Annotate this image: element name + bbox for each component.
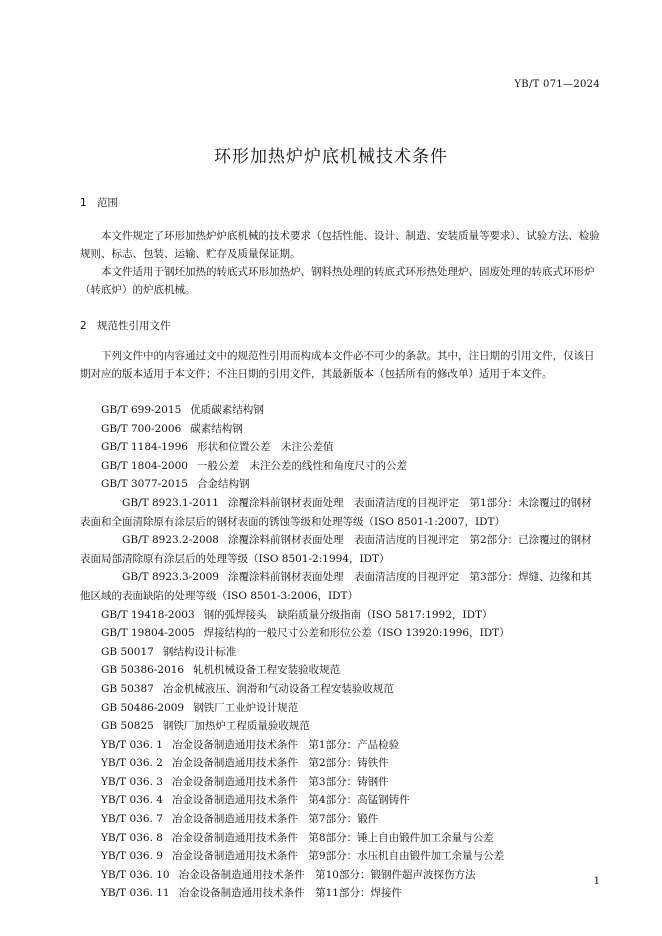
page-number: 1 bbox=[593, 876, 600, 887]
reference-code: YB/T 036. 7 bbox=[101, 813, 163, 826]
reference-title: 一般公差 未注公差的线性和角度尺寸的公差 bbox=[196, 459, 407, 472]
reference-code: YB/T 036. 2 bbox=[101, 757, 163, 770]
document-title: 环形加热炉炉底机械技术条件 bbox=[214, 147, 448, 167]
reference-title: 涂覆涂料前钢材表面处理 表面清洁度的目视评定 第3部分：焊缝、边缘和其他区域的表面缺陷的处理等级（ISO 8501-3:2006，IDT） bbox=[80, 571, 592, 602]
reference-title: 冶金设备制造通用技术条件 第7部分：锻件 bbox=[171, 813, 379, 826]
reference-title: 冶金设备制造通用技术条件 第11部分：焊接件 bbox=[178, 887, 402, 900]
reference-item bbox=[80, 494, 600, 531]
reference-item bbox=[80, 475, 600, 494]
reference-code: YB/T 036. 9 bbox=[101, 850, 163, 863]
scope-paragraph-2: 本文件适用于钢坯加热的转底式环形加热炉、钢料热处理的转底式环形热处理炉、固废处理的转底式环形炉（转底炉）的炉底机械。 bbox=[80, 266, 595, 296]
reference-item bbox=[80, 847, 600, 866]
reference-title: 冶金设备制造通用技术条件 第1部分：产品检验 bbox=[171, 738, 400, 751]
reference-item bbox=[80, 661, 600, 680]
reference-item bbox=[80, 401, 600, 420]
reference-title: 钢的弧焊接头 缺陷质量分级指南（ISO 5817:1992，IDT） bbox=[203, 608, 493, 621]
reference-code: GB/T 8923.2-2008 bbox=[122, 534, 219, 547]
reference-code: GB 50387 bbox=[101, 682, 154, 695]
reference-title: 形状和位置公差 未注公差值 bbox=[196, 441, 334, 454]
reference-title: 冶金设备制造通用技术条件 第3部分：铸钢件 bbox=[171, 775, 389, 788]
reference-code: YB/T 036. 11 bbox=[101, 887, 170, 900]
reference-code: YB/T 036. 8 bbox=[101, 831, 163, 844]
reference-code: YB/T 036. 1 bbox=[101, 738, 163, 751]
reference-item bbox=[80, 717, 600, 736]
reference-item bbox=[80, 624, 600, 643]
reference-item bbox=[80, 438, 600, 457]
standard-code: YB/T 071—2024 bbox=[514, 79, 600, 90]
reference-item bbox=[80, 866, 600, 885]
reference-code: GB 50486-2009 bbox=[101, 701, 185, 714]
reference-title: 碳素结构钢 bbox=[190, 422, 243, 435]
reference-item bbox=[80, 754, 600, 773]
reference-code: GB/T 1804-2000 bbox=[101, 459, 188, 472]
reference-title: 钢铁厂工业炉设计规范 bbox=[193, 701, 299, 714]
reference-item bbox=[80, 810, 600, 829]
reference-code: YB/T 036. 3 bbox=[101, 775, 163, 788]
section-1-heading bbox=[80, 195, 118, 210]
reference-title: 冶金设备制造通用技术条件 第10部分：锻钢件超声波探伤方法 bbox=[178, 868, 476, 881]
reference-code: GB 50017 bbox=[101, 645, 154, 658]
reference-item bbox=[80, 606, 600, 625]
reference-title: 优质碳素结构钢 bbox=[190, 404, 264, 416]
reference-title: 冶金机械液压、润滑和气动设备工程安装验收规范 bbox=[162, 682, 394, 695]
reference-title: 冶金设备制造通用技术条件 第8部分：锤上自由锻件加工余量与公差 bbox=[171, 831, 494, 844]
reference-title: 合金结构钢 bbox=[196, 478, 250, 491]
reference-title: 焊接结构的一般尺寸公差和形位公差（ISO 13920:1996，IDT） bbox=[203, 627, 510, 640]
normative-intro-paragraph: 下列文件中的内容通过文中的规范性引用而构成本文件必不可少的条款。其中，注日期的引用文件，仅该日期对应的版本适用于本文件；不注日期的引用文件，其最新版本（包括所有的修改单）适用于本文件。 bbox=[80, 350, 595, 380]
section-number: 1 bbox=[80, 197, 87, 209]
reference-item bbox=[80, 420, 600, 439]
reference-title: 轧机机械设备工程安装验收规范 bbox=[193, 664, 341, 677]
reference-item bbox=[80, 699, 600, 718]
reference-item bbox=[80, 643, 600, 662]
reference-title: 钢结构设计标准 bbox=[162, 645, 237, 658]
reference-title: 冶金设备制造通用技术条件 第9部分：水压机自由锻件加工余量与公差 bbox=[171, 850, 505, 863]
reference-item bbox=[80, 736, 600, 755]
scope-paragraph-1: 本文件规定了环形加热炉炉底机械的技术要求（包括性能、设计、制造、安装质量等要求）、试验方法、检验规则、标志、包装、运输、贮存及质量保证期。 bbox=[80, 230, 600, 260]
reference-title: 涂覆涂料前钢材表面处理 表面清洁度的目视评定 第2部分：已涂覆过的钢材表面局部清除原有涂层后的处理等级（ISO 8501-2:1994，IDT） bbox=[80, 534, 592, 565]
section-number: 2 bbox=[80, 320, 87, 332]
reference-title: 冶金设备制造通用技术条件 第4部分：高锰钢铸件 bbox=[171, 794, 410, 807]
reference-item bbox=[80, 791, 600, 810]
reference-item bbox=[80, 829, 600, 848]
reference-code: GB/T 8923.1-2011 bbox=[122, 496, 219, 509]
reference-code: GB/T 3077-2015 bbox=[101, 478, 188, 491]
section-title: 规范性引用文件 bbox=[97, 320, 171, 332]
reference-code: GB 50825 bbox=[101, 720, 154, 733]
reference-item bbox=[80, 457, 600, 476]
reference-code: GB/T 700-2006 bbox=[101, 422, 182, 435]
reference-item bbox=[80, 680, 600, 699]
reference-title: 钢铁厂加热炉工程质量验收规范 bbox=[162, 720, 310, 733]
reference-code: YB/T 036. 10 bbox=[101, 868, 170, 881]
reference-title: 冶金设备制造通用技术条件 第2部分：铸铁件 bbox=[171, 757, 389, 770]
reference-code: GB/T 1184-1996 bbox=[101, 441, 188, 454]
section-2-heading bbox=[80, 318, 171, 333]
reference-title: 涂覆涂料前钢材表面处理 表面清洁度的目视评定 第1部分：未涂覆过的钢材表面和全面清除原有涂层后的钢材表面的锈蚀等级和处理等级（ISO 8501-1:2007，IDT） bbox=[80, 496, 592, 528]
reference-code: GB/T 19418-2003 bbox=[101, 608, 195, 621]
reference-list bbox=[80, 401, 600, 903]
section-title: 范围 bbox=[97, 197, 118, 209]
reference-code: GB 50386-2016 bbox=[101, 664, 185, 677]
reference-code: GB/T 699-2015 bbox=[101, 404, 182, 416]
reference-code: GB/T 8923.3-2009 bbox=[122, 571, 219, 584]
reference-item bbox=[80, 884, 600, 903]
reference-item bbox=[80, 531, 600, 568]
reference-item bbox=[80, 568, 600, 605]
reference-code: GB/T 19804-2005 bbox=[101, 627, 195, 640]
reference-code: YB/T 036. 4 bbox=[101, 794, 163, 807]
reference-item bbox=[80, 773, 600, 792]
